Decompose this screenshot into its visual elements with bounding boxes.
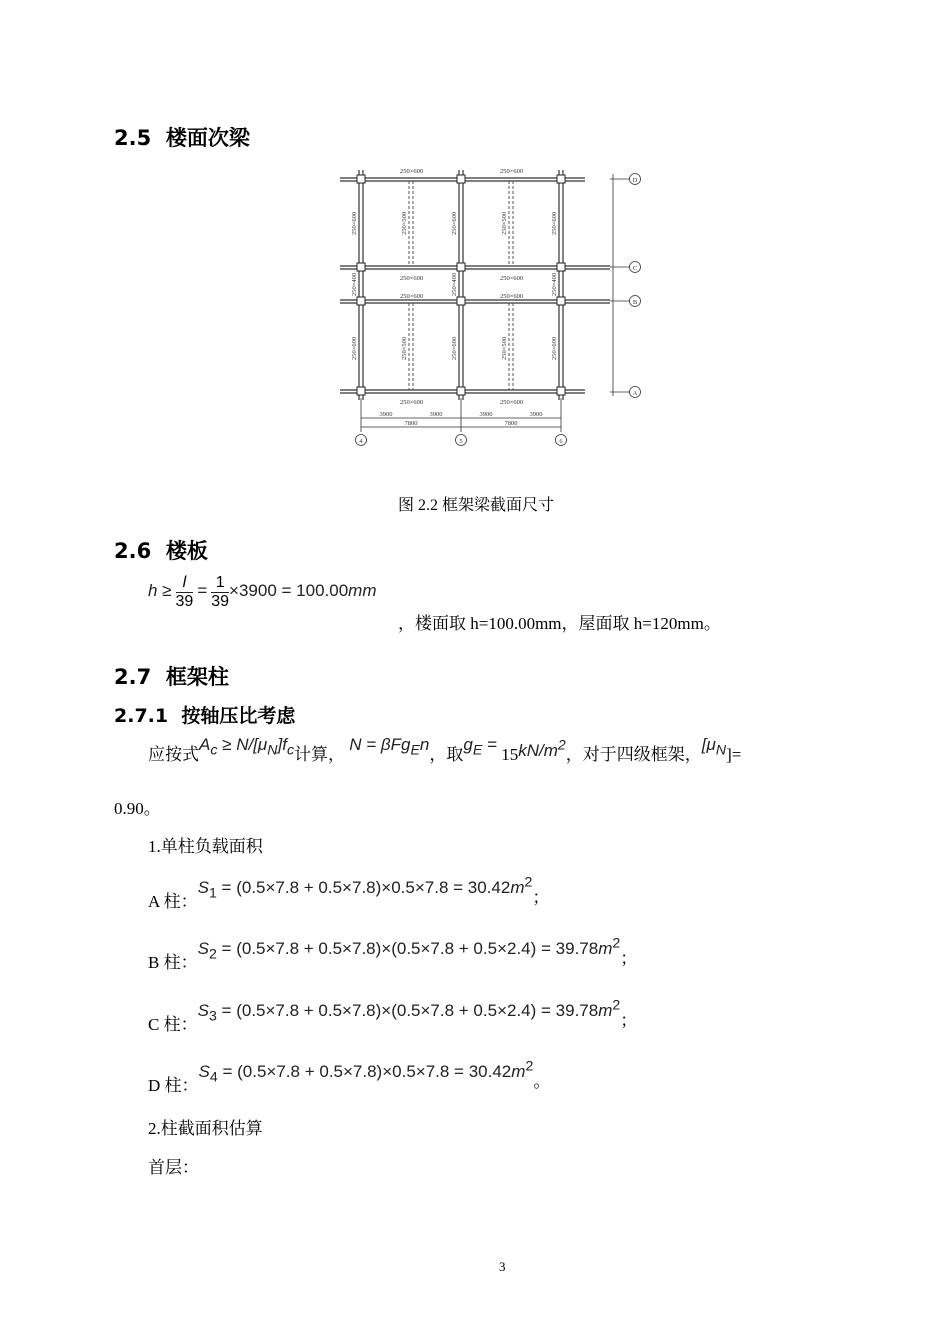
svg-text:250×500: 250×500	[401, 211, 408, 235]
svg-text:B: B	[632, 299, 638, 306]
slab-formula: h ≥ $\frac{l}{39}$ = $\frac{1}{39}$ ×3900 = 100.00mm	[148, 574, 377, 610]
section-number: 2.5	[114, 126, 152, 150]
section-number: 2.7.1	[114, 705, 169, 727]
column-area-row-d: D 柱：$S_4 = (0.5\times 7.8 + 0.5\times 7.8)\times 0.5\times 7.8 = 30.42m^2$。	[148, 1058, 551, 1095]
column-area-row-c: C 柱：$S_3 = (0.5\times 7.8 + 0.5\times 7.8)\times(0.5\times 7.8 + 0.5\times 2.4) = 39.78m^2$；	[148, 997, 638, 1034]
svg-text:D: D	[632, 177, 638, 184]
svg-text:250×600: 250×600	[500, 275, 524, 282]
svg-text:250×600: 250×600	[451, 336, 458, 360]
svg-text:250×600: 250×600	[500, 399, 524, 406]
section-title: 楼面次梁	[165, 126, 250, 150]
column-area-row-b: B 柱：$S_2 = (0.5\times 7.8 + 0.5\times 7.8)\times(0.5\times 7.8 + 0.5\times 2.4) = 39.78m^2$；	[148, 935, 638, 972]
section-number: 2.7	[114, 665, 152, 689]
svg-text:250×400: 250×400	[451, 272, 458, 296]
svg-text:250×600: 250×600	[400, 399, 424, 406]
svg-text:6: 6	[559, 438, 563, 445]
column-paragraph-line2: 0.90。	[114, 799, 161, 818]
svg-text:250×600: 250×600	[351, 336, 358, 360]
section-title: 按轴压比考虑	[181, 705, 296, 727]
svg-text:250×600: 250×600	[500, 168, 524, 175]
beam-layout-figure	[330, 160, 660, 456]
page-number: 3	[499, 1259, 506, 1274]
section-2-5-heading	[114, 122, 250, 152]
svg-text:250×600: 250×600	[400, 168, 424, 175]
figure-caption: 图 2.2 框架梁截面尺寸	[398, 497, 555, 514]
axial-formula: $A_c \ge N/[\mu_N]f_c$	[199, 735, 295, 759]
column-paragraph-line1: 应按式$A_c \ge N/[\mu_N]f_c$计算， N = βFg$_E$n，取$g_E = 15kN/m^2$，对于四级框架，$[\mu_N]=$	[148, 735, 742, 764]
section-number: 2.6	[114, 539, 152, 563]
svg-text:250×400: 250×400	[551, 272, 558, 296]
svg-text:7800: 7800	[404, 420, 418, 427]
svg-text:250×600: 250×600	[500, 293, 524, 300]
svg-text:A: A	[632, 390, 638, 397]
section-2-7-heading	[114, 661, 229, 691]
mu-n: [$\mu_N$	[701, 735, 727, 759]
svg-text:250×500: 250×500	[501, 211, 508, 235]
svg-text:250×500: 250×500	[501, 336, 508, 360]
svg-text:250×600: 250×600	[400, 293, 424, 300]
column-area-row-a: A 柱：$S_1 = (0.5\times 7.8 + 0.5\times 7.8)\times 0.5\times 7.8 = 30.42m^2$；	[148, 874, 550, 911]
svg-text:C: C	[632, 265, 638, 272]
section-title: 框架柱	[165, 665, 229, 689]
svg-text:250×600: 250×600	[351, 211, 358, 235]
svg-text:250×400: 250×400	[351, 272, 358, 296]
n-formula: N = βFg$_E$n	[349, 735, 430, 759]
section-2-7-1-heading	[114, 701, 295, 728]
fraction-l-39: $\frac{l}{39}$	[175, 574, 194, 610]
first-floor-label: 首层：	[148, 1158, 199, 1177]
svg-text:250×600: 250×600	[551, 211, 558, 235]
svg-text:7800: 7800	[504, 420, 518, 427]
section-2-6-heading	[114, 535, 208, 565]
svg-text:3900: 3900	[379, 411, 393, 418]
svg-text:4: 4	[359, 438, 363, 445]
svg-text:3900: 3900	[429, 411, 443, 418]
ge-formula: $g_E$ =	[463, 735, 497, 759]
slab-text: ，楼面取 h=100.00mm，屋面取 h=120mm。	[398, 614, 721, 633]
svg-text:250×600: 250×600	[551, 336, 558, 360]
item-1-heading: 1.单柱负载面积	[148, 837, 263, 856]
svg-text:250×600: 250×600	[400, 275, 424, 282]
item-2-heading: 2.柱截面积估算	[148, 1119, 263, 1138]
section-title: 楼板	[165, 539, 208, 563]
svg-text:3900: 3900	[479, 411, 493, 418]
svg-text:5: 5	[459, 438, 463, 445]
fraction-1-39: $\frac{1}{39}$	[211, 574, 230, 610]
svg-text:250×600: 250×600	[451, 211, 458, 235]
svg-text:250×500: 250×500	[401, 336, 408, 360]
svg-text:3900: 3900	[529, 411, 543, 418]
